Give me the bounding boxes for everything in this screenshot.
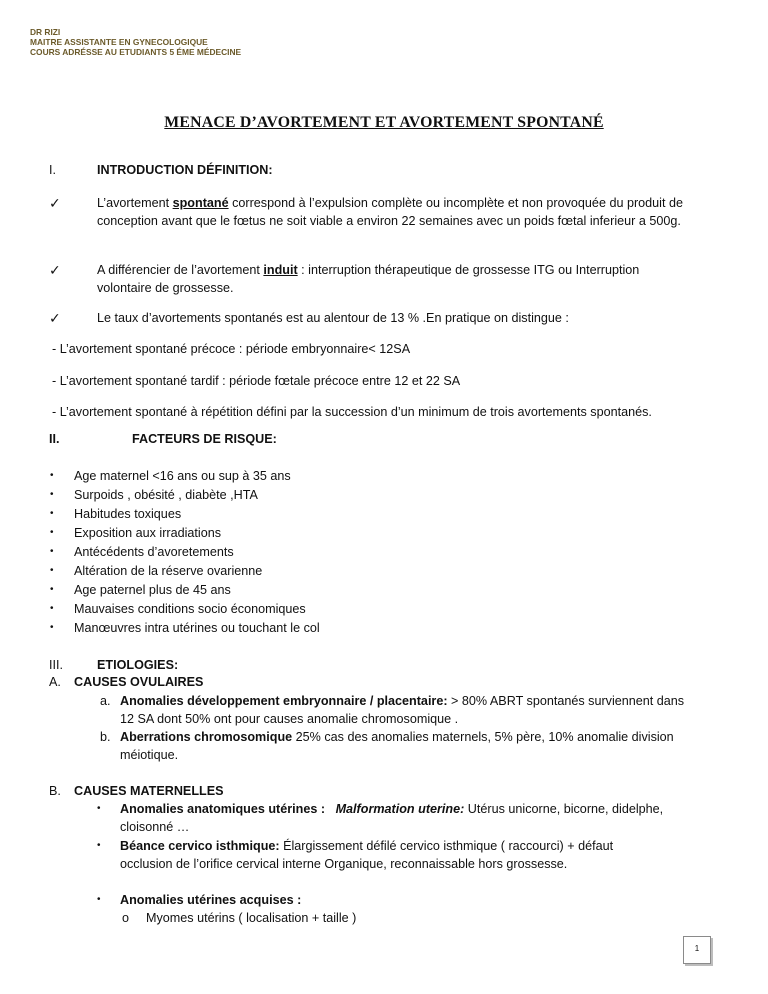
bullet-icon: • xyxy=(50,603,54,614)
section-2-heading: FACTEURS DE RISQUE: xyxy=(132,432,277,446)
document-header xyxy=(30,27,241,57)
risk-factor-item: Mauvaises conditions socio économiques xyxy=(74,602,306,616)
risk-factor-item: Age paternel plus de 45 ans xyxy=(74,583,231,597)
checkmark-icon: ✓ xyxy=(49,310,61,326)
maternal-item-cervical-cont: occlusion de l’orifice cervical interne Organique, reconnaissable hors grossesse. xyxy=(120,857,568,871)
item-a-label: a. xyxy=(100,694,111,708)
bullet-icon: • xyxy=(97,803,101,814)
maternal-item-cervical: Béance cervico isthmique: Élargissement défilé cervico isthmique ( raccourci) + défaut xyxy=(120,839,614,853)
risk-factor-item: Manœuvres intra utérines ou touchant le col xyxy=(74,621,320,635)
header-author: DR RIZI xyxy=(30,27,61,37)
checkmark-icon: ✓ xyxy=(49,262,61,278)
page-number-box xyxy=(683,936,711,964)
dash-item-late: - L’avortement spontané tardif : période fœtale précoce entre 12 et 22 SA xyxy=(52,374,461,388)
bullet-icon: • xyxy=(50,584,54,595)
item-b-text: Aberrations chromosomique 25% cas des anomalies maternels, 5% père, 10% anomalie division xyxy=(120,730,674,744)
sub-item-myomes: Myomes utérins ( localisation + taille ) xyxy=(146,911,357,925)
maternal-item-anatomic-cont: cloisonné … xyxy=(120,820,190,834)
subsection-b-label: B. xyxy=(49,784,61,798)
item-a-text: Anomalies développement embryonnaire / placentaire: > 80% ABRT spontanés surviennent dans xyxy=(120,694,685,708)
bullet-icon: • xyxy=(50,470,54,481)
checkmark-icon: ✓ xyxy=(49,195,61,211)
section-1-number: I. xyxy=(49,163,56,177)
bullet-icon: • xyxy=(50,622,54,633)
risk-factor-item: Age maternel <16 ans ou sup à 35 ans xyxy=(74,469,291,483)
risk-factor-item: Surpoids , obésité , diabète ,HTA xyxy=(74,488,258,502)
bullet-icon: • xyxy=(50,565,54,576)
document-title: MENACE D’AVORTEMENT ET AVORTEMENT SPONTANÉ xyxy=(164,114,604,131)
paragraph-rate: Le taux d’avortements spontanés est au alentour de 13 % .En pratique on distingue : xyxy=(97,311,569,325)
risk-factor-item: Antécédents d’avoretements xyxy=(74,545,234,559)
paragraph-induced: A différencier de l’avortement induit : interruption thérapeutique de grossesse ITG ou Interruption volontaire de grossesse. xyxy=(97,263,640,295)
sub-bullet-icon: o xyxy=(122,911,130,925)
bullet-icon: • xyxy=(97,840,101,851)
subsection-a-heading: CAUSES OVULAIRES xyxy=(74,675,204,689)
bullet-icon: • xyxy=(50,508,54,519)
bullet-icon: • xyxy=(97,894,101,905)
emphasis-spontane: spontané xyxy=(172,196,229,210)
item-b-text-cont: méiotique. xyxy=(120,748,179,762)
bullet-icon: • xyxy=(50,489,54,500)
maternal-item-acquired: Anomalies utérines acquises : xyxy=(120,893,302,907)
item-a-text-cont: 12 SA dont 50% ont pour causes anomalie chromosomique . xyxy=(120,712,459,726)
dash-item-recurrent: - L’avortement spontané à répétition défini par la succession d’un minimum de trois avortements spontanés. xyxy=(52,405,652,419)
subsection-a-label: A. xyxy=(49,675,61,689)
emphasis-induit: induit xyxy=(263,263,298,277)
bullet-icon: • xyxy=(50,546,54,557)
section-3-number: III. xyxy=(49,658,63,672)
subsection-b-heading: CAUSES MATERNELLES xyxy=(74,784,224,798)
section-3-heading: ETIOLOGIES: xyxy=(97,658,179,672)
risk-factor-item: Habitudes toxiques xyxy=(74,507,182,521)
risk-factor-item: Exposition aux irradiations xyxy=(74,526,222,540)
risk-factor-item: Altération de la réserve ovarienne xyxy=(74,564,263,578)
paragraph-definition: L’avortement spontané correspond à l’expulsion complète ou incomplète et non provoquée du produit de conception avant que le fœtus ne soit viable a environ 22 semaines avec un poids fœtal inferieur a 500g. xyxy=(97,196,683,228)
bullet-icon: • xyxy=(50,527,54,538)
section-2-number: II. xyxy=(49,432,60,446)
header-role: MAITRE ASSISTANTE EN GYNECOLOGIQUE xyxy=(30,37,208,47)
dash-item-early: - L’avortement spontané précoce : période embryonnaire< 12SA xyxy=(52,342,411,356)
header-audience: COURS ADRÉSSE AU ETUDIANTS 5 ÉME MÉDECINE xyxy=(30,47,242,57)
section-1-heading: INTRODUCTION DÉFINITION: xyxy=(97,163,273,177)
item-b-label: b. xyxy=(100,730,111,744)
page-number: 1 xyxy=(694,944,700,953)
maternal-item-anatomic: Anomalies anatomiques utérines : Malformation uterine: Utérus unicorne, bicorne, didelphe, xyxy=(120,802,664,816)
